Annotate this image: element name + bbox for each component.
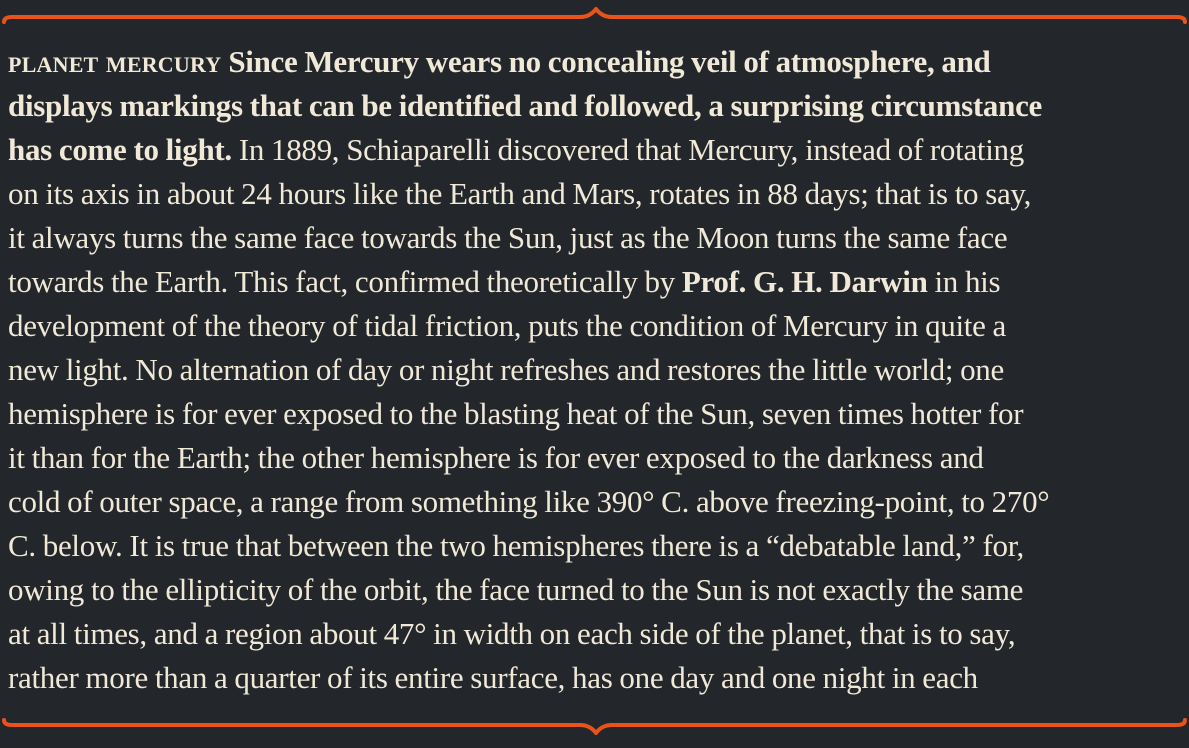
passage-text — [8, 40, 1184, 700]
bold-text: displays markings that can be identified and followed, a surprising circumstance — [8, 88, 1042, 123]
top-ornamental-rule — [0, 0, 1189, 30]
body-text: C. below. It is true that between the two hemispheres there is a “debatable land,” for, — [8, 528, 1024, 563]
text-line — [8, 260, 1184, 304]
body-text: on its axis in about 24 hours like the Earth and Mars, rotates in 88 days; that is to say, — [8, 176, 1032, 211]
body-text: new light. No alternation of day or night refreshes and restores the little world; one — [8, 352, 1004, 387]
body-text: cold of outer space, a range from something like 390° C. above freezing-point, to 270° — [8, 484, 1050, 519]
text-line — [8, 172, 1184, 216]
body-text: in his — [927, 264, 1001, 299]
text-line — [8, 656, 1184, 700]
body-text: In 1889, Schiaparelli discovered that Mercury, instead of rotating — [231, 132, 1024, 167]
body-text: hemisphere is for ever exposed to the blasting heat of the Sun, seven times hotter for — [8, 396, 1024, 431]
text-line — [8, 436, 1184, 480]
body-text: owing to the ellipticity of the orbit, the face turned to the Sun is not exactly the same — [8, 572, 1024, 607]
text-line — [8, 84, 1184, 128]
text-line — [8, 216, 1184, 260]
text-line — [8, 392, 1184, 436]
body-text: towards the Earth. This fact, confirmed theoretically by — [8, 264, 682, 299]
text-line — [8, 128, 1184, 172]
body-text: rather more than a quarter of its entire surface, has one day and one night in each — [8, 660, 978, 695]
body-text: it than for the Earth; the other hemisphere is for ever exposed to the darkness and — [8, 440, 984, 475]
text-line — [8, 480, 1184, 524]
section-label: planet mercury — [8, 44, 222, 79]
text-line — [8, 304, 1184, 348]
text-line — [8, 524, 1184, 568]
bold-text: has come to light. — [8, 132, 232, 167]
text-line — [8, 348, 1184, 392]
bold-text: Since Mercury wears no concealing veil of atmosphere, and — [228, 44, 991, 79]
top-rule-ornament — [0, 0, 1189, 30]
bold-text: Prof. G. H. Darwin — [681, 264, 928, 299]
bottom-rule-ornament — [0, 712, 1189, 742]
body-text: at all times, and a region about 47° in width on each side of the planet, that is to say, — [8, 616, 1016, 651]
text-line — [8, 568, 1184, 612]
body-text: development of the theory of tidal friction, puts the condition of Mercury in quite a — [8, 308, 1006, 343]
text-line — [8, 612, 1184, 656]
bottom-ornamental-rule — [0, 712, 1189, 742]
text-line — [8, 40, 1184, 84]
body-text: it always turns the same face towards the Sun, just as the Moon turns the same face — [8, 220, 1008, 255]
